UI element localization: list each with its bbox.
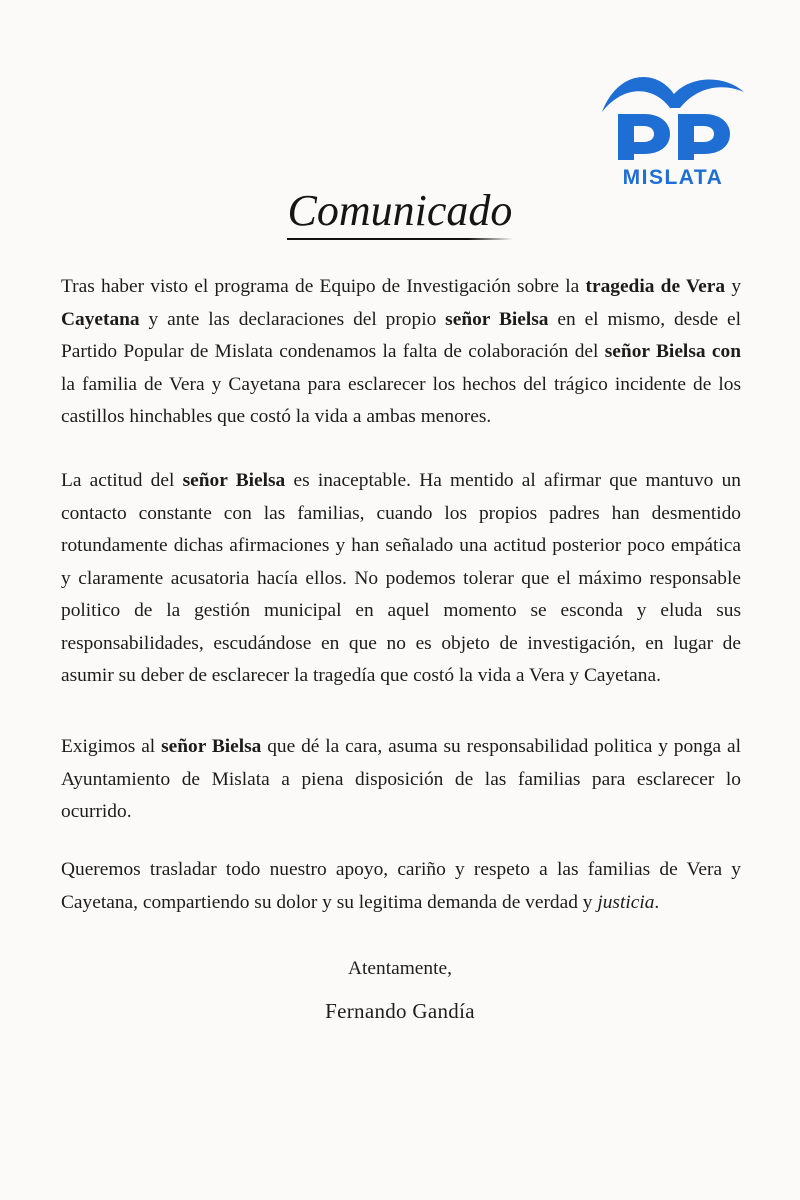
text-run: que dé la cara, asuma su responsabilidad politica y ponga al Ayuntamiento de Mislata a piena disposición de las familias para esclarecer lo ocurrido. <box>61 736 741 822</box>
text-run: señor Bielsa con <box>604 341 741 362</box>
pp-logo-icon <box>598 74 748 166</box>
paragraph-4 <box>61 854 741 919</box>
text-run: es inaceptable. Ha mentido al afirmar que mantuvo un contacto constante con las familias, cuando los propios padres han desmentido rotundamente dichas afirmaciones y han señalado una actitud posterior poco empática y claramente acusatoria hacía ellos. No podemos tolerar que el máximo responsable politico de la gestión municipal en aquel momento se esconda y eluda sus responsabilidades, escudándose en que no es objeto de investigación, en lugar de asumir su deber de esclarecer la tragedía que costó la vida a Vera y Cayetana. <box>61 470 741 686</box>
text-run: en el mismo, desde el Partido Popular de Mislata condenamos la falta de colaboración del <box>61 308 741 362</box>
text-run: y ante las declaraciones del propio <box>139 308 446 330</box>
signature-name: Fernando Gandía <box>325 999 475 1023</box>
text-run: tragedia de Vera <box>585 276 726 297</box>
document-title: Comunicado <box>287 186 513 235</box>
text-run: Tras haber visto el programa de Equipo de Investigación sobre la <box>61 276 586 297</box>
text-run: Cayetana <box>61 308 140 330</box>
text-run: justicia <box>597 891 655 913</box>
text-run: señor Bielsa <box>161 736 262 757</box>
paragraph-1 <box>61 271 741 434</box>
text-run: La actitud del <box>61 470 183 491</box>
closing-salutation: Atentamente, <box>348 958 452 979</box>
text-run: . <box>654 891 660 913</box>
text-run: señor Bielsa <box>445 308 549 330</box>
text-run: la familia de Vera y Cayetana para esclarecer los hechos del trágico incidente de los castillos hinchables que costó la vida a ambas menores. <box>61 373 741 427</box>
text-run: Queremos trasladar todo nuestro apoyo, cariño y respeto a las familias de Vera y Cayetana, compartiendo su dolor y su legitima demanda de verdad y <box>61 859 741 913</box>
title-underline <box>287 238 513 240</box>
paragraph-2 <box>61 465 741 693</box>
paragraph-3 <box>61 731 741 829</box>
logo-text: MISLATA <box>622 166 724 189</box>
text-run: señor Bielsa <box>182 470 286 491</box>
text-run: y <box>725 276 742 297</box>
text-run: Exigimos al <box>61 736 162 757</box>
pp-mislata-logo <box>598 74 748 194</box>
